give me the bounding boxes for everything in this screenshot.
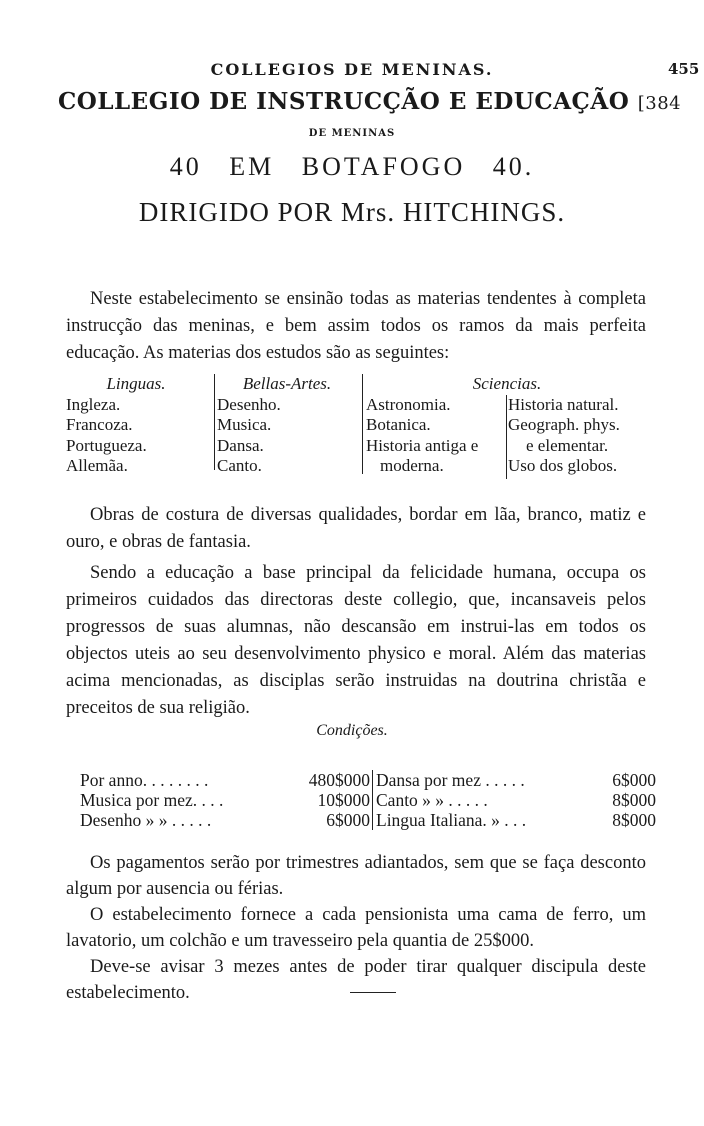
body-paragraphs	[66, 502, 646, 722]
list-item: Astronomia.	[366, 394, 451, 414]
column-bellas-artes	[217, 374, 357, 477]
paragraph: Deve-se avisar 3 mezes antes de poder tirar qualquer discipula deste estabelecimento.	[66, 957, 646, 1003]
page-number: 455	[668, 60, 700, 78]
price-row	[80, 770, 370, 790]
running-header: COLLEGIOS DE MENINAS.	[210, 60, 494, 79]
list-item: Dansa.	[217, 435, 264, 455]
column-linguas	[66, 374, 206, 477]
final-paragraphs	[66, 850, 646, 1006]
divider	[214, 374, 215, 470]
price-label: Musica por mez. . . .	[80, 790, 224, 810]
price-value: 480$000	[308, 770, 370, 790]
list-item: Botanica.	[366, 415, 431, 434]
price-value: 8$000	[612, 810, 656, 830]
paragraph: O estabelecimento fornece a cada pensionista uma cama de ferro, um lavatorio, um colchão e um travesseiro pela quantia de 25$000.	[66, 905, 646, 951]
column-heading: Linguas.	[106, 374, 166, 393]
divider	[372, 770, 373, 830]
divider	[362, 374, 363, 474]
price-label: Desenho » » . . . . .	[80, 810, 212, 830]
price-label: Dansa por mez . . . . .	[376, 770, 525, 790]
conditions-heading: Condições.	[316, 722, 388, 739]
intro-paragraph	[66, 286, 646, 367]
title-margin-note: [384	[637, 93, 682, 114]
price-value: 10$000	[317, 790, 370, 810]
sciencias-col1	[366, 395, 506, 477]
list-item: Francoza.	[66, 415, 133, 434]
address: 40 EM BOTAFOGO 40.	[169, 152, 535, 181]
paragraph: Obras de costura de diversas qualidades, bordar em lãa, branco, matiz e ouro, e obras de fantasia.	[66, 505, 646, 552]
list-item: Musica.	[217, 415, 272, 434]
price-label: Canto » » . . . . .	[376, 790, 488, 810]
price-value: 6$000	[612, 770, 656, 790]
price-row	[80, 810, 370, 830]
list-item: e elementar.	[526, 435, 609, 455]
list-item: Desenho.	[217, 394, 281, 414]
paragraph: Os pagamentos serão por trimestres adiantados, sem que se faça desconto algum por ausencia ou férias.	[66, 853, 646, 899]
price-row	[376, 770, 656, 790]
price-row	[80, 790, 370, 810]
price-label: Lingua Italiana. » . . .	[376, 810, 527, 830]
intro-text: Neste estabelecimento se ensinão todas as materias tendentes à completa instrucção das meninas, e bem assim todos os ramos da mais perfeita educação. As materias dos estudos são as seguintes:	[66, 289, 646, 363]
page-title	[58, 88, 681, 115]
end-rule	[350, 992, 396, 993]
list-item: Ingleza.	[66, 394, 121, 414]
column-sciencias	[366, 374, 648, 475]
price-row	[376, 790, 656, 810]
list-item: moderna.	[380, 456, 444, 475]
sciencias-col2	[508, 395, 658, 477]
list-item: Allemãa.	[66, 456, 128, 475]
list-item: Uso dos globos.	[508, 456, 618, 475]
list-item: Historia natural.	[508, 394, 619, 414]
director-line: DIRIGIDO POR Mrs. HITCHINGS.	[138, 197, 566, 227]
prices-left	[80, 770, 370, 830]
list-item: Portugueza.	[66, 435, 147, 455]
price-value: 8$000	[612, 790, 656, 810]
prices-right	[376, 770, 656, 830]
column-heading: Bellas-Artes.	[242, 374, 332, 393]
price-value: 6$000	[326, 810, 370, 830]
divider	[506, 395, 507, 479]
column-heading: Sciencias.	[472, 374, 542, 393]
paragraph: Sendo a educação a base principal da felicidade humana, occupa os primeiros cuidados das directoras deste collegio, que, incansaveis pelos progressos de suas alumnas, não descansão em instrui-las em todos os objectos uteis ao seu desenvolvimento physico e moral. Além das materias acima mencionadas, as disciplas serão instruidas na doutrina christãa e preceitos de sua religião.	[66, 563, 646, 718]
price-row	[376, 810, 656, 830]
list-item: Canto.	[217, 456, 262, 475]
list-item: Geograph. phys.	[508, 415, 620, 434]
price-label: Por anno. . . . . . . .	[80, 770, 209, 790]
title-text: COLLEGIO DE INSTRUCÇÃO E EDUCAÇÃO	[58, 88, 630, 115]
subtitle: DE MENINAS	[308, 128, 396, 139]
list-item: Historia antiga e	[366, 435, 479, 455]
